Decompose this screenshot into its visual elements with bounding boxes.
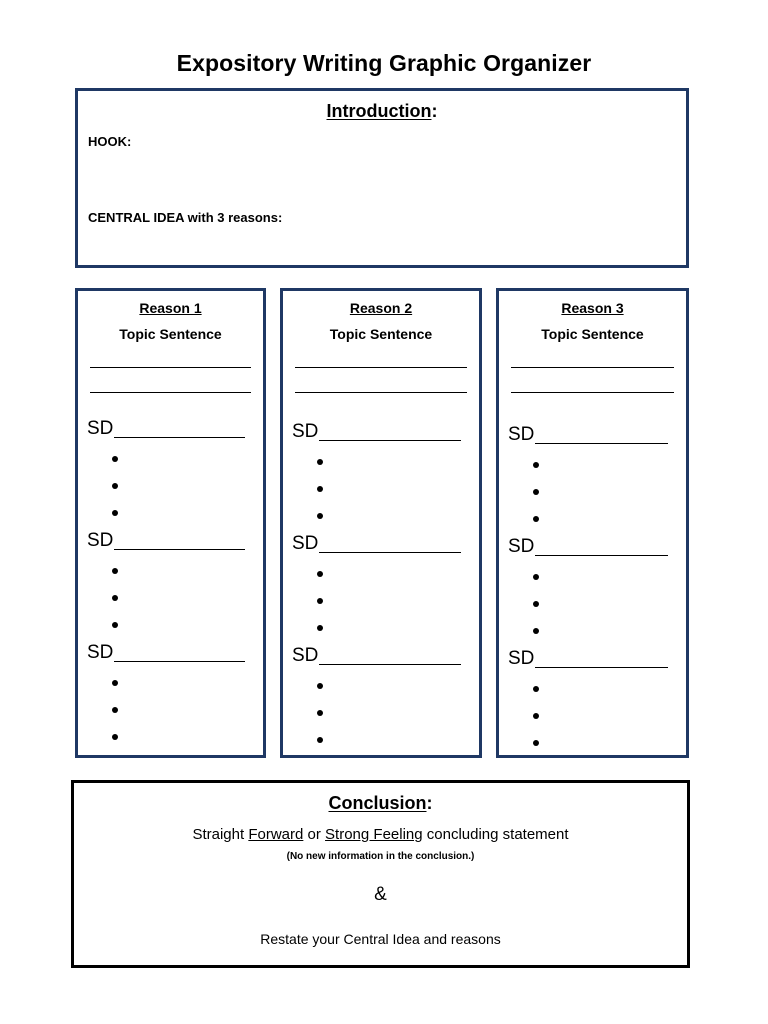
sd-line xyxy=(535,555,668,556)
supporting-detail xyxy=(87,417,253,526)
topic-sentence-label: Topic Sentence xyxy=(541,326,644,342)
sd-label: SD xyxy=(87,530,114,551)
concluding-statement: Straight Forward or Strong Feeling concluding statement xyxy=(192,826,569,843)
sd-label: SD xyxy=(508,536,535,557)
ampersand: & xyxy=(374,884,387,905)
conclusion-note: (No new information in the conclusion.) xyxy=(286,851,475,862)
supporting-detail xyxy=(292,644,469,753)
sd-label: SD xyxy=(292,421,319,442)
bullet-point xyxy=(87,499,253,526)
reason-1-box xyxy=(75,288,266,758)
bullet-point xyxy=(87,557,253,584)
topic-line xyxy=(295,367,467,368)
topic-sentence-label: Topic Sentence xyxy=(329,326,433,342)
sd-label: SD xyxy=(87,642,114,663)
topic-line xyxy=(90,392,251,393)
sd-line xyxy=(114,437,245,438)
bullet-point xyxy=(292,475,469,502)
bullet-point xyxy=(87,669,253,696)
sd-line xyxy=(535,667,668,668)
bullet-point xyxy=(508,590,676,617)
sd-line xyxy=(319,552,461,553)
sd-label: SD xyxy=(87,418,114,439)
central-idea-label: CENTRAL IDEA with 3 reasons: xyxy=(88,210,283,225)
bullet-point xyxy=(87,584,253,611)
restate-instruction: Restate your Central Idea and reasons xyxy=(260,931,501,947)
page-title: Expository Writing Graphic Organizer xyxy=(176,50,592,76)
topic-sentence-label: Topic Sentence xyxy=(119,326,222,342)
bullet-point xyxy=(508,563,676,590)
conclusion-heading: Conclusion: xyxy=(328,793,433,813)
bullet-point xyxy=(87,611,253,638)
sd-label: SD xyxy=(292,645,319,666)
bullet-point xyxy=(508,451,676,478)
bullet-point xyxy=(292,502,469,529)
topic-line xyxy=(90,367,251,368)
hook-label: HOOK: xyxy=(88,134,132,149)
introduction-box xyxy=(75,88,689,268)
topic-line xyxy=(511,392,674,393)
sd-line xyxy=(319,664,461,665)
bullet-point xyxy=(292,560,469,587)
supporting-detail xyxy=(292,532,469,641)
reason-title: Reason 2 xyxy=(349,300,413,316)
reason-title: Reason 3 xyxy=(561,300,624,316)
supporting-detail xyxy=(508,423,676,532)
sd-label: SD xyxy=(508,424,535,445)
reason-title: Reason 1 xyxy=(139,300,202,316)
bullet-point xyxy=(87,696,253,723)
bullet-point xyxy=(508,675,676,702)
sd-line xyxy=(319,440,461,441)
bullet-point xyxy=(292,726,469,753)
supporting-detail xyxy=(508,535,676,644)
conclusion-box xyxy=(71,780,690,968)
bullet-point xyxy=(292,448,469,475)
bullet-point xyxy=(508,729,676,756)
sd-label: SD xyxy=(508,648,535,669)
topic-line xyxy=(511,367,674,368)
sd-line xyxy=(114,549,245,550)
sd-line xyxy=(114,661,245,662)
bullet-point xyxy=(508,478,676,505)
bullet-point xyxy=(508,617,676,644)
reason-2-box xyxy=(280,288,482,758)
introduction-heading: Introduction: xyxy=(326,101,438,121)
sd-label: SD xyxy=(292,533,319,554)
supporting-detail xyxy=(508,647,676,756)
bullet-point xyxy=(508,505,676,532)
bullet-point xyxy=(292,699,469,726)
bullet-point xyxy=(292,614,469,641)
bullet-point xyxy=(508,702,676,729)
supporting-detail xyxy=(292,420,469,529)
supporting-detail xyxy=(87,641,253,750)
bullet-point xyxy=(87,723,253,750)
bullet-point xyxy=(292,587,469,614)
bullet-point xyxy=(292,672,469,699)
topic-line xyxy=(295,392,467,393)
supporting-detail xyxy=(87,529,253,638)
bullet-point xyxy=(87,472,253,499)
reason-3-box xyxy=(496,288,689,758)
bullet-point xyxy=(87,445,253,472)
sd-line xyxy=(535,443,668,444)
